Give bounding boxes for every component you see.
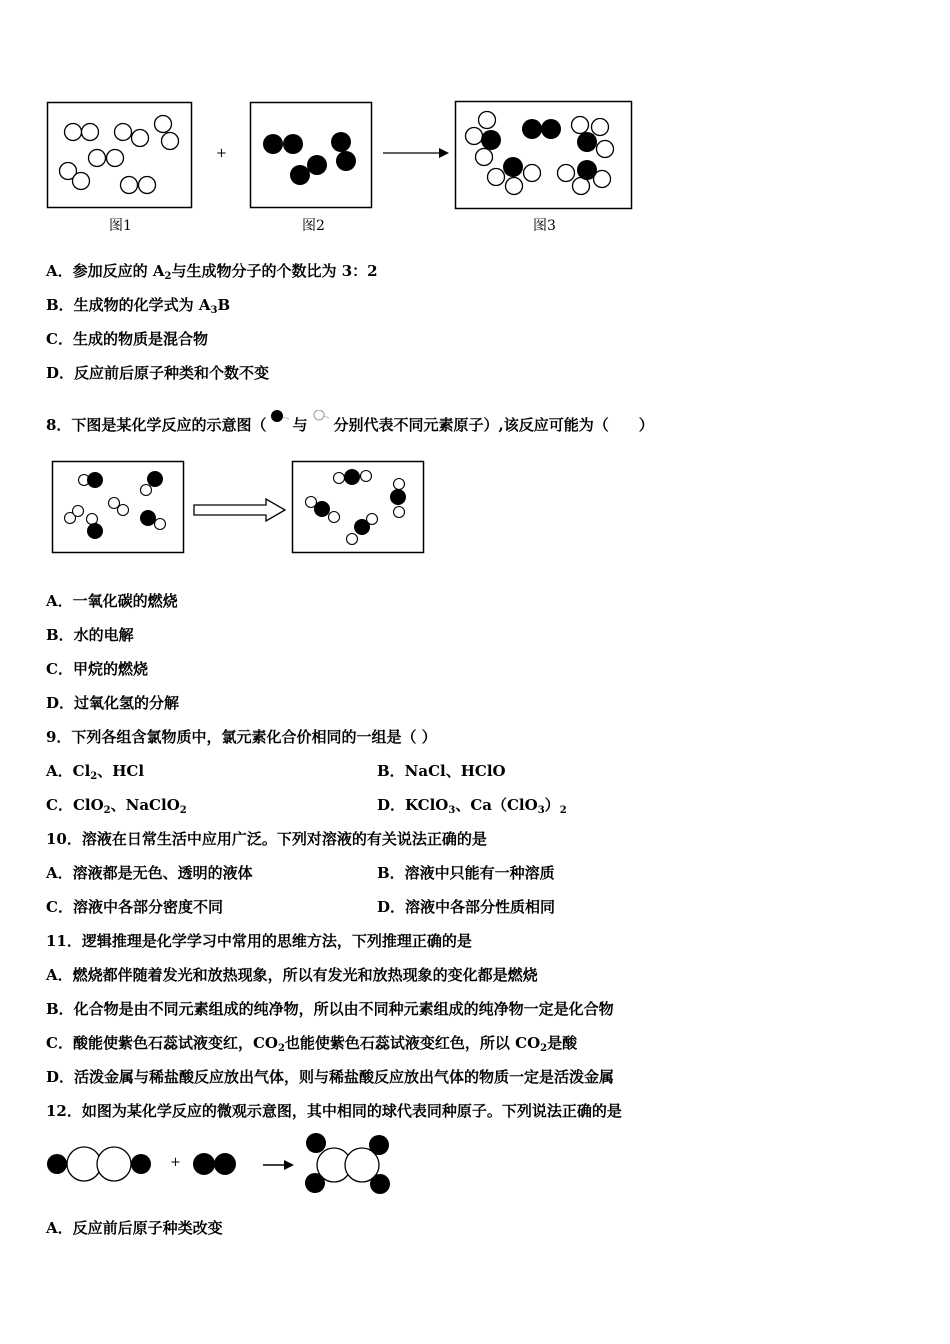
q9-stem: 9．下列各组含氯物质中，氯元素化合价相同的一组是（ ）	[46, 728, 437, 746]
q7-caption-1: 图1	[109, 218, 132, 234]
black-atom-icon	[266, 410, 292, 432]
q12-arrow	[262, 1158, 296, 1172]
q7-option-b: B．生成物的化学式为 $A_3B$	[46, 296, 231, 316]
q7-option-c: C．生成的物质是混合物	[46, 330, 208, 348]
q10-option-d: D．溶液中各部分性质相同	[377, 898, 556, 916]
q9-option-a: A．$Cl_2$、HCl	[46, 762, 145, 782]
q9-option-d: D．KClO$_3$、$Ca(ClO_3)_2$	[377, 796, 567, 816]
q11-option-a: A．燃烧都伴随着发光和放热现象，所以有发光和放热现象的变化都是燃烧	[46, 966, 538, 984]
q8-reactant-box	[51, 460, 187, 556]
q12-product-molecule	[302, 1130, 394, 1198]
q7-figure-1	[46, 101, 196, 211]
q7-figure-3	[454, 100, 636, 212]
q7-option-d: D．反应前后原子种类和个数不变	[46, 364, 270, 382]
q8-option-a: A．一氧化碳的燃烧	[46, 592, 178, 610]
q12-reactant-molecule-2	[192, 1150, 240, 1178]
q7-caption-2: 图2	[302, 218, 325, 234]
q11-stem: 11．逻辑推理是化学学习中常用的思维方法，下列推理正确的是	[46, 932, 472, 950]
reaction-arrow	[381, 145, 451, 161]
q7-plus-sign: +	[216, 146, 227, 161]
q12-stem: 12．如图为某化学反应的微观示意图，其中相同的球代表同种原子。下列说法正确的是	[46, 1102, 622, 1120]
q8-stem: 8．下图是某化学反应的示意图（ 与 分别代表不同元素原子）,该反应可能为（ ）	[46, 410, 654, 435]
q7-caption-3: 图3	[533, 218, 556, 234]
q8-hollow-arrow	[192, 497, 288, 523]
q10-option-b: B．溶液中只能有一种溶质	[377, 864, 555, 882]
q10-stem: 10．溶液在日常生活中应用广泛。下列对溶液的有关说法正确的是	[46, 830, 487, 848]
q9-option-c: C．ClO$_2$、NaClO$_2$	[46, 796, 187, 816]
q7-figure-2	[249, 101, 375, 211]
q8-option-c: C．甲烷的燃烧	[46, 660, 148, 678]
q10-option-a: A．溶液都是无色、透明的液体	[46, 864, 253, 882]
q9-option-b: B．NaCl、HClO	[377, 762, 506, 780]
q8-option-b: B．水的电解	[46, 626, 134, 644]
q7-option-a: A．参加反应的 $A_2$与生成物分子的个数比为 3：2	[46, 262, 378, 282]
white-atom-icon	[307, 410, 333, 432]
q12-plus-sign: +	[170, 1155, 181, 1170]
q11-option-c: C．酸能使紫色石蕊试液变红，$CO_2$也能使紫色石蕊试液变红色，所以 $CO_2$是酸	[46, 1034, 578, 1054]
q12-option-a: A．反应前后原子种类改变	[46, 1219, 223, 1237]
q10-option-c: C．溶液中各部分密度不同	[46, 898, 223, 916]
q11-option-b: B．化合物是由不同元素组成的纯净物，所以由不同种元素组成的纯净物一定是化合物	[46, 1000, 614, 1018]
q8-option-d: D．过氧化氢的分解	[46, 694, 180, 712]
q11-option-d: D．活泼金属与稀盐酸反应放出气体，则与稀盐酸反应放出气体的物质一定是活泼金属	[46, 1068, 615, 1086]
q8-product-box	[291, 460, 427, 556]
q12-reactant-molecule-1	[44, 1146, 156, 1182]
